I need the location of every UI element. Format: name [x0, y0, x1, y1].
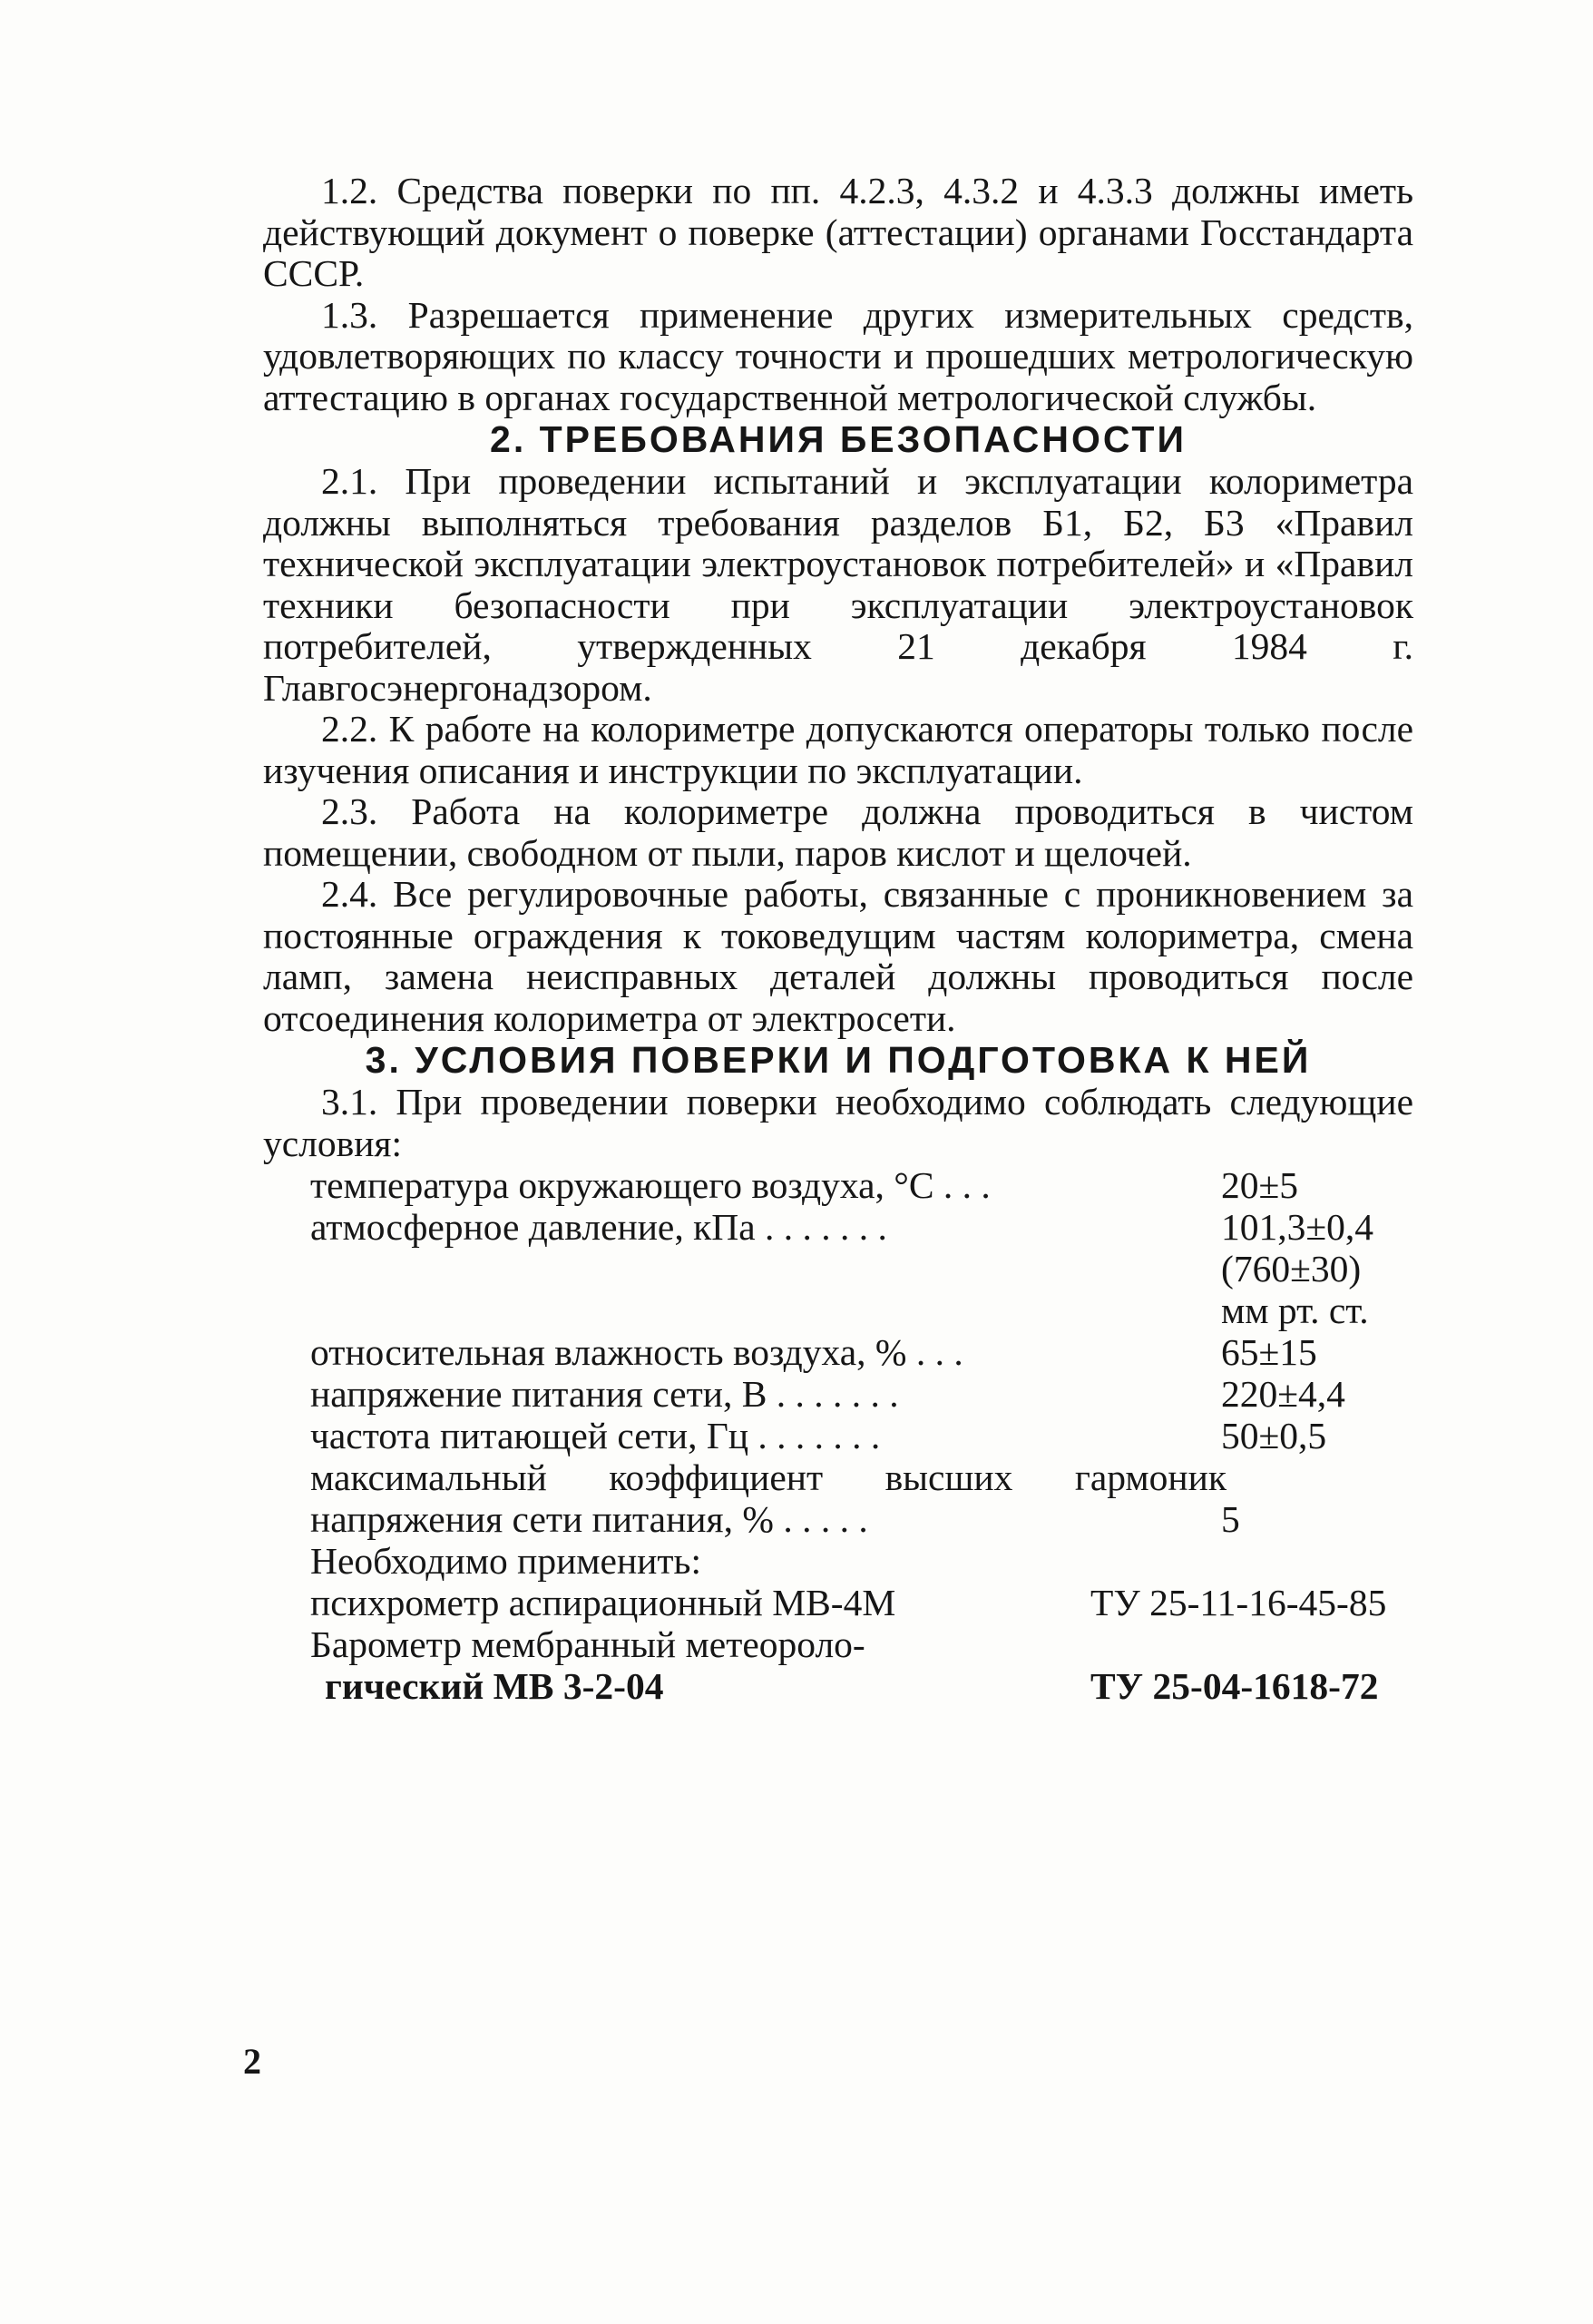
condition-row — [263, 1456, 1413, 1540]
paragraph-2-2: 2.2. К работе на колориметре допускаются операторы только после изучения описания и инструкции по эксплуатации. — [263, 708, 1413, 791]
condition-value: 101,3±0,4 (760±30) мм рт. ст. — [1221, 1206, 1374, 1331]
paragraph-1-3: 1.3. Разрешается применение других измерительных средств, удовлетворяющих по классу точности и прошедших метрологическую аттестацию в органах государственной метрологической службы. — [263, 293, 1413, 418]
condition-row — [263, 1373, 1413, 1415]
condition-value: 220±4,4 — [1221, 1373, 1345, 1415]
condition-row — [263, 1415, 1413, 1456]
condition-label: напряжение питания сети, В . . . . . . . — [310, 1373, 899, 1415]
instrument-row — [263, 1582, 1413, 1623]
paragraph-3-1: 3.1. При проведении поверки необходимо соблюдать следующие условия: — [263, 1081, 1413, 1164]
paragraph-2-4: 2.4. Все регулировочные работы, связанные с проникновением за постоянные ограждения к токоведущим частям колориметра, смена ламп, замена неисправных деталей должны проводиться после отсоединения колориметра от электросети. — [263, 873, 1413, 1039]
paragraph-1-2: 1.2. Средства поверки по пп. 4.2.3, 4.3.2 и 4.3.3 должны иметь действующий документ о поверке (аттестации) органами Госстандарта СССР. — [263, 170, 1413, 294]
instrument-row — [263, 1623, 1413, 1707]
apply-label: Необходимо применить: — [310, 1540, 701, 1582]
condition-label: атмосферное давление, кПа . . . . . . . — [310, 1206, 887, 1248]
condition-value: 65±15 — [1221, 1331, 1317, 1373]
paragraph-2-1: 2.1. При проведении испытаний и эксплуатации колориметра должны выполняться требования разделов Б1, Б2, Б3 «Правил технической эксплуатации электроустановок потребителей» и «Правил техники безопасности при эксплуатации электроустановок потребителей, утвержденных 21 декабря 1984 г. Главгосэнергонадзором. — [263, 460, 1413, 709]
section-2-heading: 2. ТРЕБОВАНИЯ БЕЗОПАСНОСТИ — [490, 418, 1187, 460]
paragraph-2-3: 2.3. Работа на колориметре должна проводиться в чистом помещении, свободном от пыли, паров кислот и щелочей. — [263, 790, 1413, 874]
condition-value: 50±0,5 — [1221, 1415, 1327, 1456]
page-number: 2 — [243, 2041, 261, 2082]
text-column — [263, 171, 1413, 1707]
condition-row — [263, 1331, 1413, 1373]
condition-row — [263, 1206, 1413, 1331]
instrument-spec: ТУ 25-04-1618-72 — [1090, 1665, 1379, 1707]
instrument-name: психрометр аспирационный МВ-4М — [310, 1582, 896, 1623]
condition-label: частота питающей сети, Гц . . . . . . . — [310, 1415, 881, 1456]
instrument-name: Барометр мембранный метеороло- гический МВ 3-2-04 — [310, 1623, 865, 1707]
condition-value: 20±5 — [1221, 1164, 1299, 1206]
condition-label: относительная влажность воздуха, % . . . — [310, 1331, 963, 1373]
condition-value: 5 — [1221, 1498, 1240, 1540]
condition-row — [263, 1164, 1413, 1206]
instrument-spec: ТУ 25-11-16-45-85 — [1090, 1582, 1387, 1623]
condition-label: максимальный коэффициент высших гармоник напряжения сети питания, % . . . . . — [310, 1456, 1227, 1540]
section-3-heading: 3. УСЛОВИЯ ПОВЕРКИ И ПОДГОТОВКА К НЕЙ — [365, 1039, 1312, 1081]
instruments-list — [263, 1582, 1413, 1707]
condition-label: температура окружающего воздуха, °С . . . — [310, 1164, 991, 1206]
conditions-list — [263, 1164, 1413, 1540]
